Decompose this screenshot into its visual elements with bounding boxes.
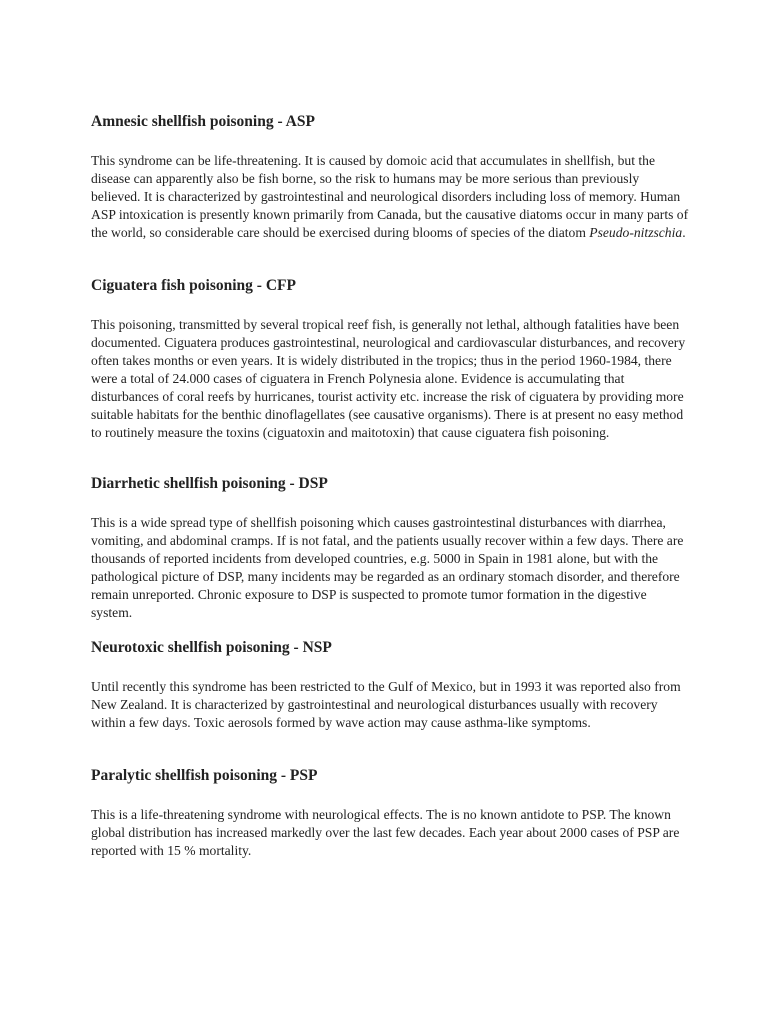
section-dsp (91, 474, 691, 622)
section-title-cfp: Ciguatera fish poisoning - CFP (91, 277, 296, 294)
species-name: Pseudo-nitzschia (589, 225, 683, 240)
section-title-asp: Amnesic shellfish poisoning - ASP (91, 113, 315, 130)
section-cfp (91, 276, 691, 442)
section-body-psp: This is a life-threatening syndrome with neurological effects. The is no known antidote to PSP. The known global distribution has increased markedly over the last few decades. Each year about 2000 cases of PSP are reported with 15 % mortality. (91, 807, 680, 858)
section-body-asp-text: This syndrome can be life-threatening. It is caused by domoic acid that accumulates in shellfish, but the disease can apparently also be fish borne, so the risk to humans may be more serious than previously believed. It is characterized by gastrointestinal and neurological disorders including loss of memory. Human ASP intoxication is presently known primarily from Canada, but the causative diatoms occur in many parts of the world, so considerable care should be exercised during blooms of species of the diatom (91, 153, 689, 240)
section-body-dsp: This is a wide spread type of shellfish poisoning which causes gastrointestinal disturbances with diarrhea, vomiting, and abdominal cramps. If is not fatal, and the patients usually recover within a few days. There are thousands of reported incidents from developed countries, e.g. 5000 in Spain in 1981 alone, but with the pathological picture of DSP, many incidents may be regarded as an ordinary stomach disorder, and therefore remain unreported. Chronic exposure to DSP is suspected to promote tumor formation in the digestive system. (91, 515, 684, 620)
section-nsp (91, 638, 691, 732)
section-title-psp: Paralytic shellfish poisoning - PSP (91, 767, 318, 784)
section-title-nsp: Neurotoxic shellfish poisoning - NSP (91, 639, 332, 656)
section-title-dsp: Diarrhetic shellfish poisoning - DSP (91, 475, 328, 492)
section-body-asp-end: . (682, 225, 686, 240)
section-body-cfp: This poisoning, transmitted by several tropical reef fish, is generally not lethal, although fatalities have been documented. Ciguatera produces gastrointestinal, neurological and cardiovascular disturbances, and recovery often takes months or even years. It is widely distributed in the tropics; thus in the period 1960-1984, there were a total of 24.000 cases of ciguatera in French Polynesia alone. Evidence is accumulating that disturbances of coral reefs by hurricanes, tourist activity etc. increase the risk of ciguatera by providing more suitable habitats for the benthic dinoflagellates (see causative organisms). There is at present no easy method to routinely measure the toxins (ciguatoxin and maitotoxin) that cause ciguatera fish poisoning. (91, 317, 686, 440)
section-psp (91, 766, 691, 860)
section-body-nsp: Until recently this syndrome has been restricted to the Gulf of Mexico, but in 1993 it was reported also from New Zealand. It is characterized by gastrointestinal and neurological disturbances usually with recovery within a few days. Toxic aerosols formed by wave action may cause asthma-like symptoms. (91, 679, 681, 730)
section-asp (91, 112, 691, 242)
section-body-asp (91, 152, 691, 242)
